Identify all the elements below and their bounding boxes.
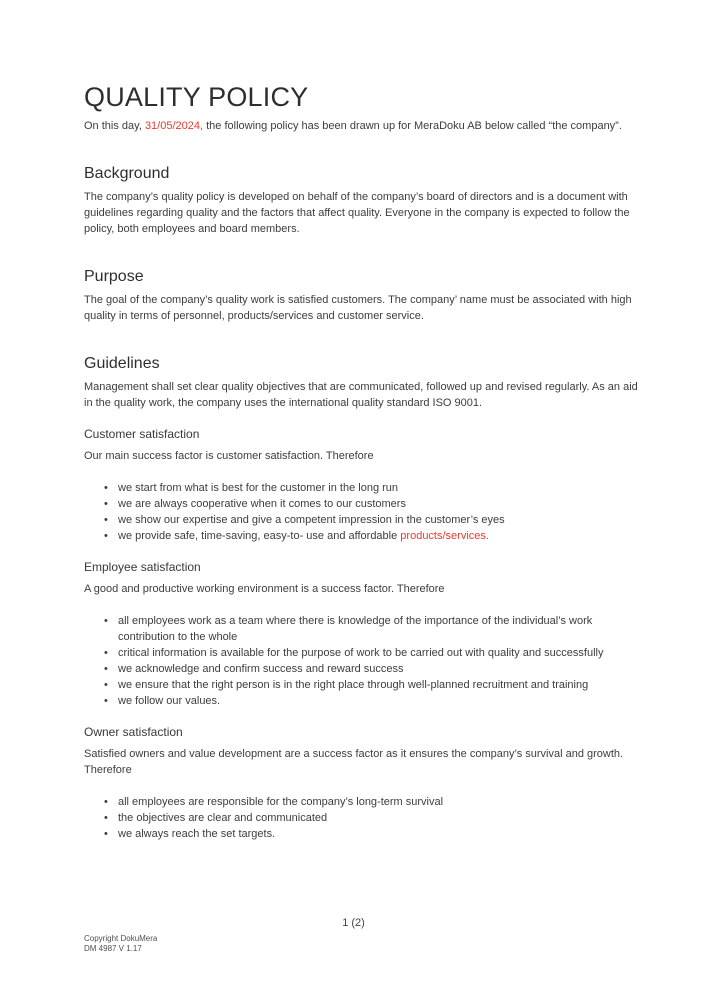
background-body: The company’s quality policy is developed on behalf of the company’s board of directors and is a document with guidelines regarding quality and the factors that affect quality. Everyone in the company is expected to follow the policy, both employees and board members.: [84, 191, 630, 235]
bullet-text: we acknowledge and confirm success and reward success: [118, 663, 404, 675]
bullet-item: [84, 512, 640, 528]
bullet-item: [84, 496, 640, 512]
employee-satisfaction-bullet-list: [84, 613, 640, 709]
purpose-heading: Purpose: [84, 268, 144, 285]
bullet-item: [84, 528, 640, 544]
customer-satisfaction-lead: Our main success factor is customer satisfaction. Therefore: [84, 450, 374, 462]
intro-suffix: the following policy has been drawn up for MeraDoku AB below called “the company”.: [203, 120, 622, 132]
bullet-text: we follow our values.: [118, 695, 221, 707]
intro-prefix: On this day,: [84, 120, 145, 132]
guidelines-heading: Guidelines: [84, 355, 160, 372]
section-guidelines: [84, 354, 640, 842]
bullet-item: [84, 661, 640, 677]
bullet-item: [84, 826, 640, 842]
bullet-text: the objectives are clear and communicated: [118, 812, 328, 824]
bullet-item: [84, 677, 640, 693]
bullet-text: we ensure that the right person is in the right place through well-planned recruitment and training: [118, 679, 589, 691]
section-purpose: [84, 267, 640, 324]
intro-paragraph: [84, 118, 640, 134]
copyright-line: Copyright DokuMera: [84, 934, 158, 943]
purpose-body: The goal of the company’s quality work is satisfied customers. The company’ name must be associated with high quality in terms of personnel, products/services and customer service.: [84, 294, 632, 322]
bullet-item: [84, 480, 640, 496]
footer-copyright: [84, 934, 157, 954]
employee-satisfaction-heading: Employee satisfaction: [84, 560, 201, 574]
bullet-text: all employees work as a team where there is knowledge of the importance of the individual’s work contribution to the whole: [118, 615, 593, 643]
bullet-item: [84, 645, 640, 661]
owner-satisfaction-heading: Owner satisfaction: [84, 725, 183, 739]
bullet-text: all employees are responsible for the company’s long-term survival: [118, 796, 444, 808]
subsection-employee-satisfaction: [84, 559, 640, 709]
bullet-text: critical information is available for the purpose of work to be carried out with quality and successfully: [118, 647, 604, 659]
subsection-customer-satisfaction: [84, 426, 640, 544]
bullet-text-highlight: products/services.: [400, 530, 489, 542]
bullet-text: we are always cooperative when it comes to our customers: [118, 498, 406, 510]
bullet-item: [84, 810, 640, 826]
page-title: QUALITY POLICY: [84, 82, 309, 112]
bullet-text: we start from what is best for the customer in the long run: [118, 482, 399, 494]
owner-satisfaction-lead: Satisfied owners and value development are a success factor as it ensures the company’s survival and growth. Therefore: [84, 748, 624, 776]
bullet-text: we always reach the set targets.: [118, 828, 276, 840]
section-background: [84, 164, 640, 237]
employee-satisfaction-lead: A good and productive working environment is a success factor. Therefore: [84, 583, 445, 595]
background-heading: Background: [84, 165, 170, 182]
bullet-text: we provide safe, time-saving, easy-to- use and affordable: [118, 530, 401, 542]
document-content: [84, 0, 640, 842]
bullet-item: [84, 794, 640, 810]
owner-satisfaction-bullet-list: [84, 794, 640, 842]
guidelines-body: Management shall set clear quality objectives that are communicated, followed up and revised regularly. As an aid in the quality work, the company uses the international quality standard ISO 9001.: [84, 381, 638, 409]
customer-satisfaction-bullet-list: [84, 480, 640, 544]
bullet-item: [84, 613, 640, 645]
customer-satisfaction-heading: Customer satisfaction: [84, 427, 200, 441]
subsection-owner-satisfaction: [84, 724, 640, 842]
bullet-item: [84, 693, 640, 709]
document-id: DM 4987 V 1.17: [84, 944, 142, 953]
intro-date-highlight: 31/05/2024,: [144, 120, 204, 132]
bullet-text: we show our expertise and give a competent impression in the customer’s eyes: [118, 514, 505, 526]
page-number: 1 (2): [342, 917, 365, 929]
